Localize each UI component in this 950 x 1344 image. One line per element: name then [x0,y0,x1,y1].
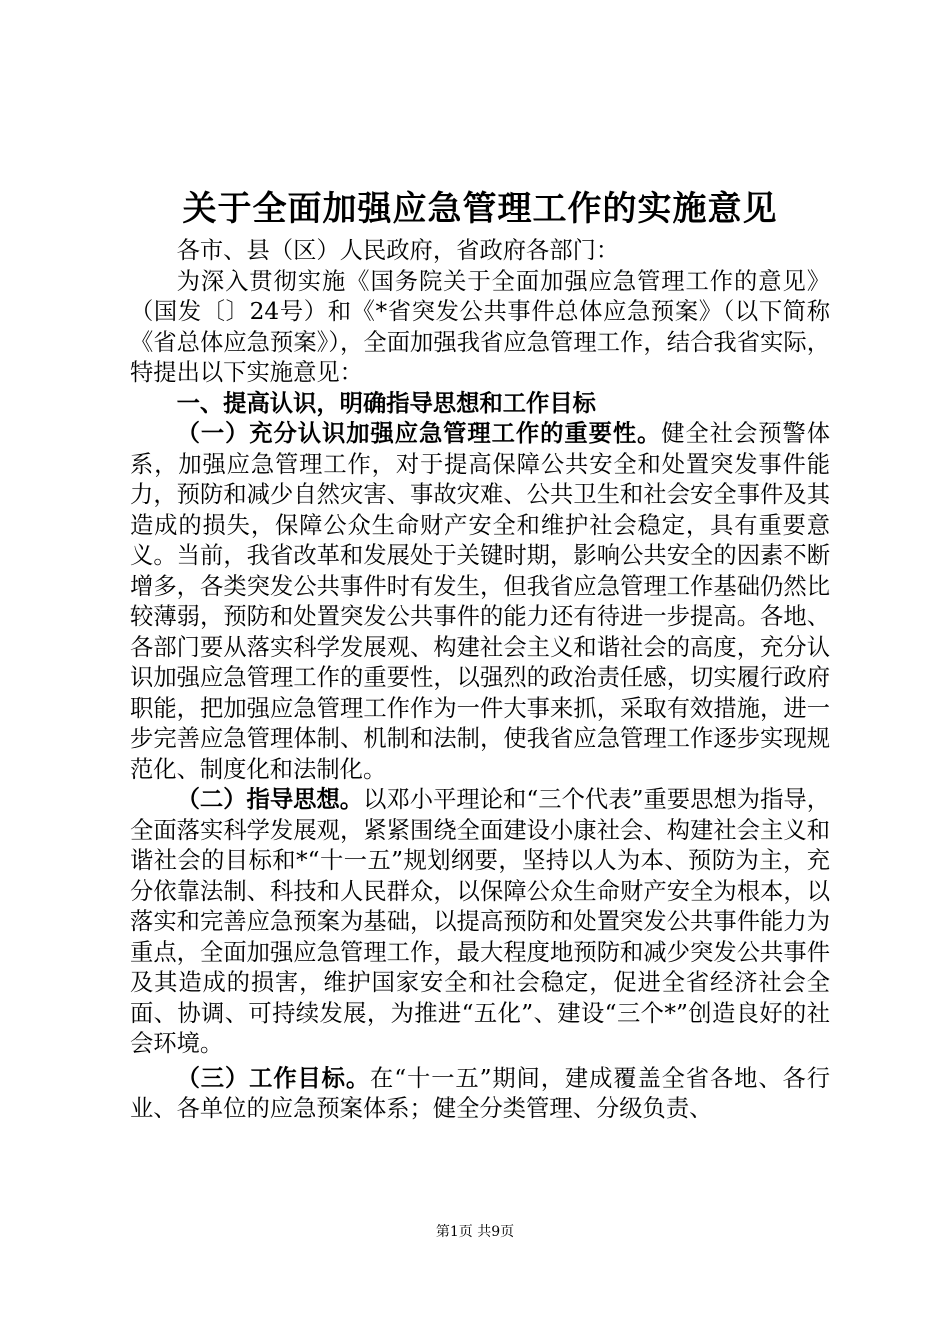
paragraph-work-goals [130,1064,830,1125]
paragraph-guiding-thought [130,785,830,1060]
page-footer: 第1页 共9页 [435,1224,515,1240]
paragraph-body: 在“十一五”期间，建成覆盖全省各地、各行业、各单位的应急预案体系；健全分类管理、分级负责、 [130,1064,830,1122]
paragraph-body: 以邓小平理论和“三个代表”重要思想为指导，全面落实科学发展观，紧紧围绕全面建设小康社会、构建社会主义和谐社会的目标和*“十一五”规划纲要，坚持以人为本、预防为主，充分依靠法制、科技和人民群众，以保障公众生命财产安全为根本，以落实和完善应急预案为基础，以提高预防和处置突发公共事件能力为重点，全面加强应急管理工作，最大程度地预防和减少突发公共事件及其造成的损害，维护国家安全和社会稳定，促进全省经济社会全面、协调、可持续发展，为推进“五化”、建设“三个*”创造良好的社会环境。 [130,786,831,1057]
intro-paragraph: 为深入贯彻实施《国务院关于全面加强应急管理工作的意见》（国发〔〕24号）和《*省突发公共事件总体应急预案》（以下简称《省总体应急预案》），全面加强我省应急管理工作，结合我省实际，特提出以下实施意见： [130,267,830,386]
paragraph-importance [130,419,830,785]
paragraph-lead: （二）指导思想。 [176,786,364,813]
paragraph-lead: （三）工作目标。 [176,1064,371,1092]
paragraph-body: 健全社会预警体系，加强应急管理工作，对于提高保障公共安全和处置突发事件能力，预防和减少自然灾害、事故灾难、公共卫生和社会安全事件及其造成的损失，保障公众生命财产安全和维护社会稳定，具有重要意义。当前，我省改革和发展处于关键时期，影响公共安全的因素不断增多，各类突发公共事件时有发生，但我省应急管理工作基础仍然比较薄弱，预防和处置突发公共事件的能力还有待进一步提高。各地、各部门要从落实科学发展观、构建社会主义和谐社会的高度，充分认识加强应急管理工作的重要性，以强烈的政治责任感，切实履行政府职能，把加强应急管理工作作为一件大事来抓，采取有效措施，进一步完善应急管理体制、机制和法制，使我省应急管理工作逐步实现规范化、制度化和法制化。 [130,420,831,783]
document-title: 关于全面加强应急管理工作的实施意见 [182,189,778,229]
paragraph-lead: （一）充分认识加强应急管理工作的重要性。 [176,420,662,447]
salutation: 各市、县（区）人民政府，省政府各部门： [176,237,620,264]
section-heading-1: 一、提高认识，明确指导思想和工作目标 [176,389,596,417]
document-page [130,186,830,1125]
